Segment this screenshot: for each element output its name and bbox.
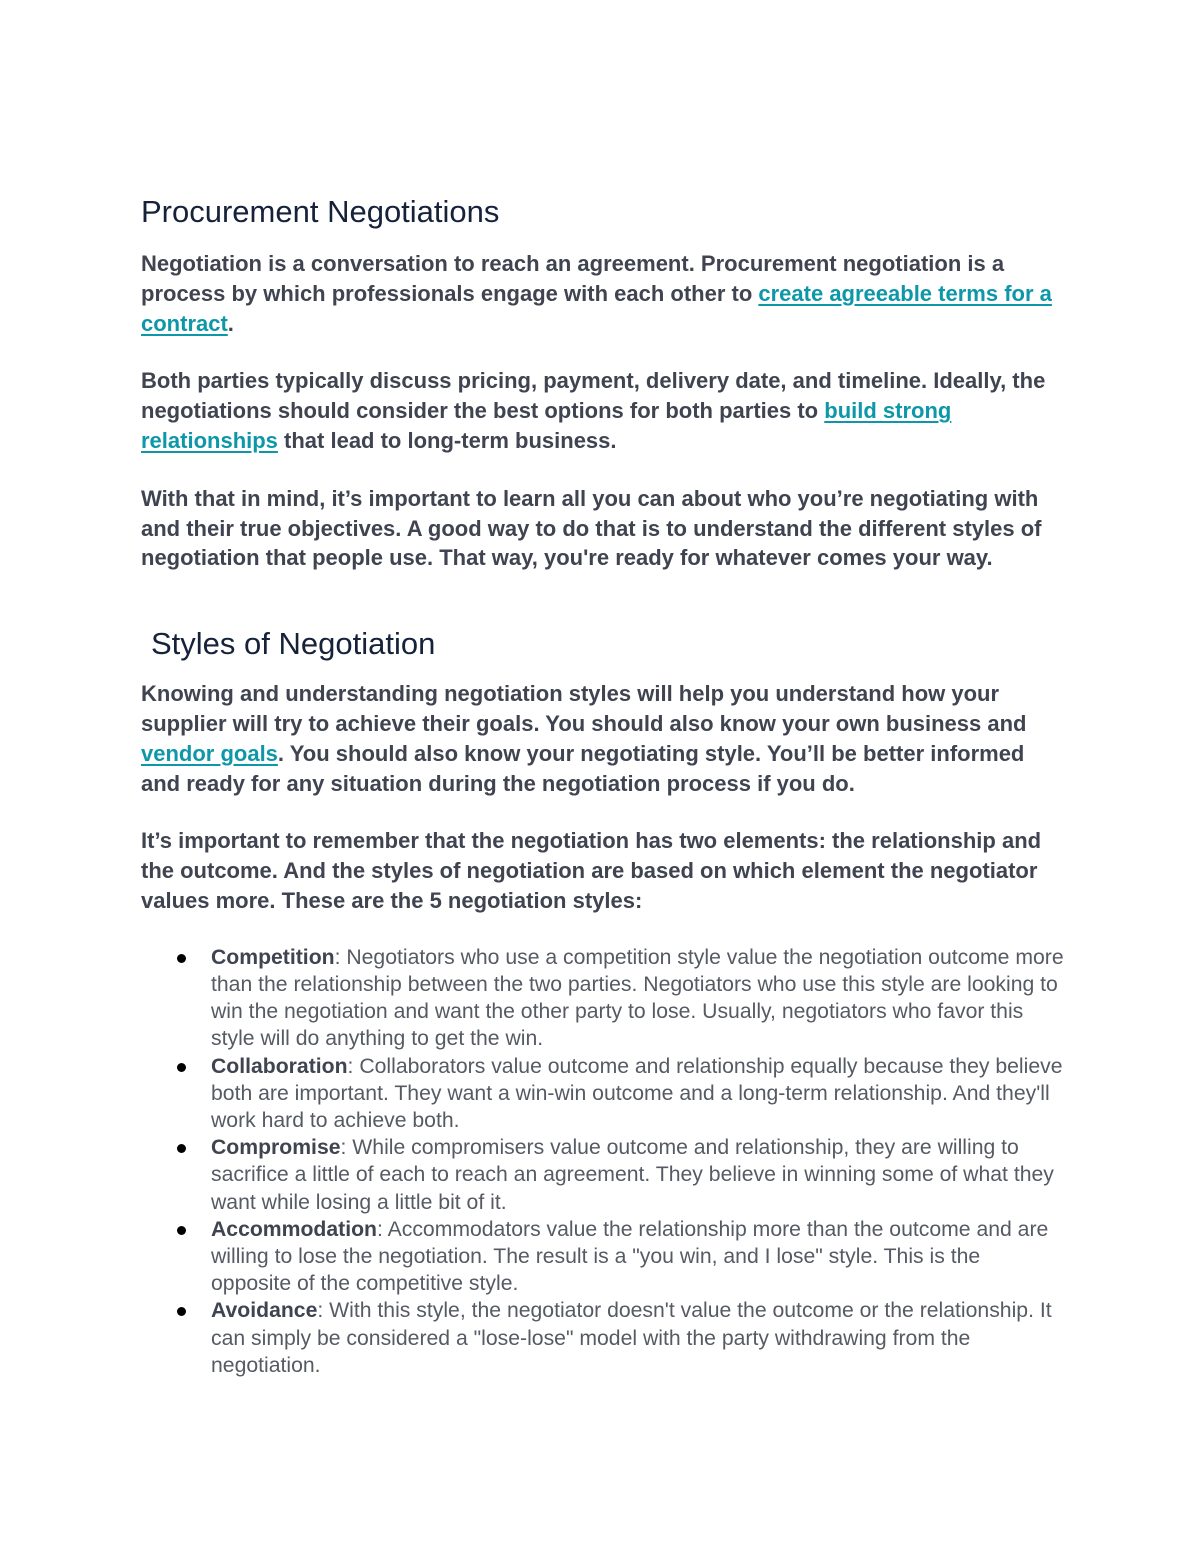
style-description: : Accommodators value the relationship more than the outcome and are willing to lose the negotiation. The result is a "you win, and I lose" style. This is the opposite of the competitive style. <box>211 1217 1049 1296</box>
style-term: Accommodation <box>211 1217 377 1241</box>
negotiation-styles-list <box>141 944 1066 1379</box>
section-paragraph-1 <box>141 679 1066 798</box>
bullet-icon <box>177 1226 186 1235</box>
bullet-icon <box>177 1307 186 1316</box>
list-item <box>141 1134 1066 1216</box>
style-description: : While compromisers value outcome and relationship, they are willing to sacrifice a little of each to reach an agreement. They believe in winning some of what they want while losing a little bit of it. <box>211 1136 1054 1214</box>
list-item <box>141 944 1066 1053</box>
bullet-icon <box>177 954 186 963</box>
bullet-icon <box>177 1063 186 1072</box>
section-heading: Styles of Negotiation <box>151 626 436 662</box>
page-title: Procurement Negotiations <box>141 194 500 229</box>
intro-p2-after: that lead to long-term business. <box>277 427 617 453</box>
intro-p1-text: Negotiation is a conversation to reach an agreement. Procurement negotiation is a process by which professionals engage with each other to <box>141 251 1005 306</box>
document-page <box>141 192 1066 1379</box>
vendor-goals-link[interactable]: vendor goals <box>141 740 278 766</box>
list-item <box>141 1053 1066 1135</box>
style-term: Collaboration <box>211 1054 348 1078</box>
style-term: Compromise <box>211 1136 341 1160</box>
create-agreeable-terms-link[interactable]: create agreeable terms for a contract <box>141 280 1052 336</box>
style-description: : With this style, the negotiator doesn't value the outcome or the relationship. It can simply be considered a "lose-lose" model with the party withdrawing from the negotiation. <box>211 1299 1052 1377</box>
bullet-icon <box>177 1144 186 1153</box>
intro-paragraph-2 <box>141 366 1066 455</box>
build-strong-relationships-link[interactable]: build strong relationships <box>141 398 952 453</box>
section-p1-text: Knowing and understanding negotiation styles will help you understand how your supplier will try to achieve their goals. You should also know your own business and <box>141 681 1027 736</box>
intro-paragraph-3: With that in mind, it’s important to learn all you can about who you’re negotiating with and their true objectives. A good way to do that is to understand the different styles of negotiation that people use. That way, you're ready for whatever comes your way. <box>141 485 1042 571</box>
intro-paragraph-1 <box>141 249 1066 338</box>
style-description: : Negotiators who use a competition style value the negotiation outcome more than the relationship between the two parties. Negotiators who use this style are looking to win the negotiation and want the other party to lose. Usually, negotiators who favor this style will do anything to get the win. <box>211 945 1064 1051</box>
section-p1-after: . You should also know your negotiating style. You’ll be better informed and ready for any situation during the negotiation process if you do. <box>141 740 1025 796</box>
section-paragraph-2: It’s important to remember that the negotiation has two elements: the relationship and the outcome. And the styles of negotiation are based on which element the negotiator values more. These are the 5 negotiation styles: <box>141 828 1042 913</box>
intro-p1-after: . <box>227 310 234 336</box>
list-item <box>141 1216 1066 1298</box>
intro-p2-text: Both parties typically discuss pricing, payment, delivery date, and timeline. Ideally, the negotiations should consider the best options for both parties to <box>141 368 1046 424</box>
style-term: Competition <box>211 945 335 969</box>
style-description: : Collaborators value outcome and relationship equally because they believe both are important. They want a win-win outcome and a long-term relationship. And they'll work hard to achieve both. <box>211 1054 1063 1132</box>
list-item <box>141 1297 1066 1379</box>
style-term: Avoidance <box>211 1299 318 1323</box>
